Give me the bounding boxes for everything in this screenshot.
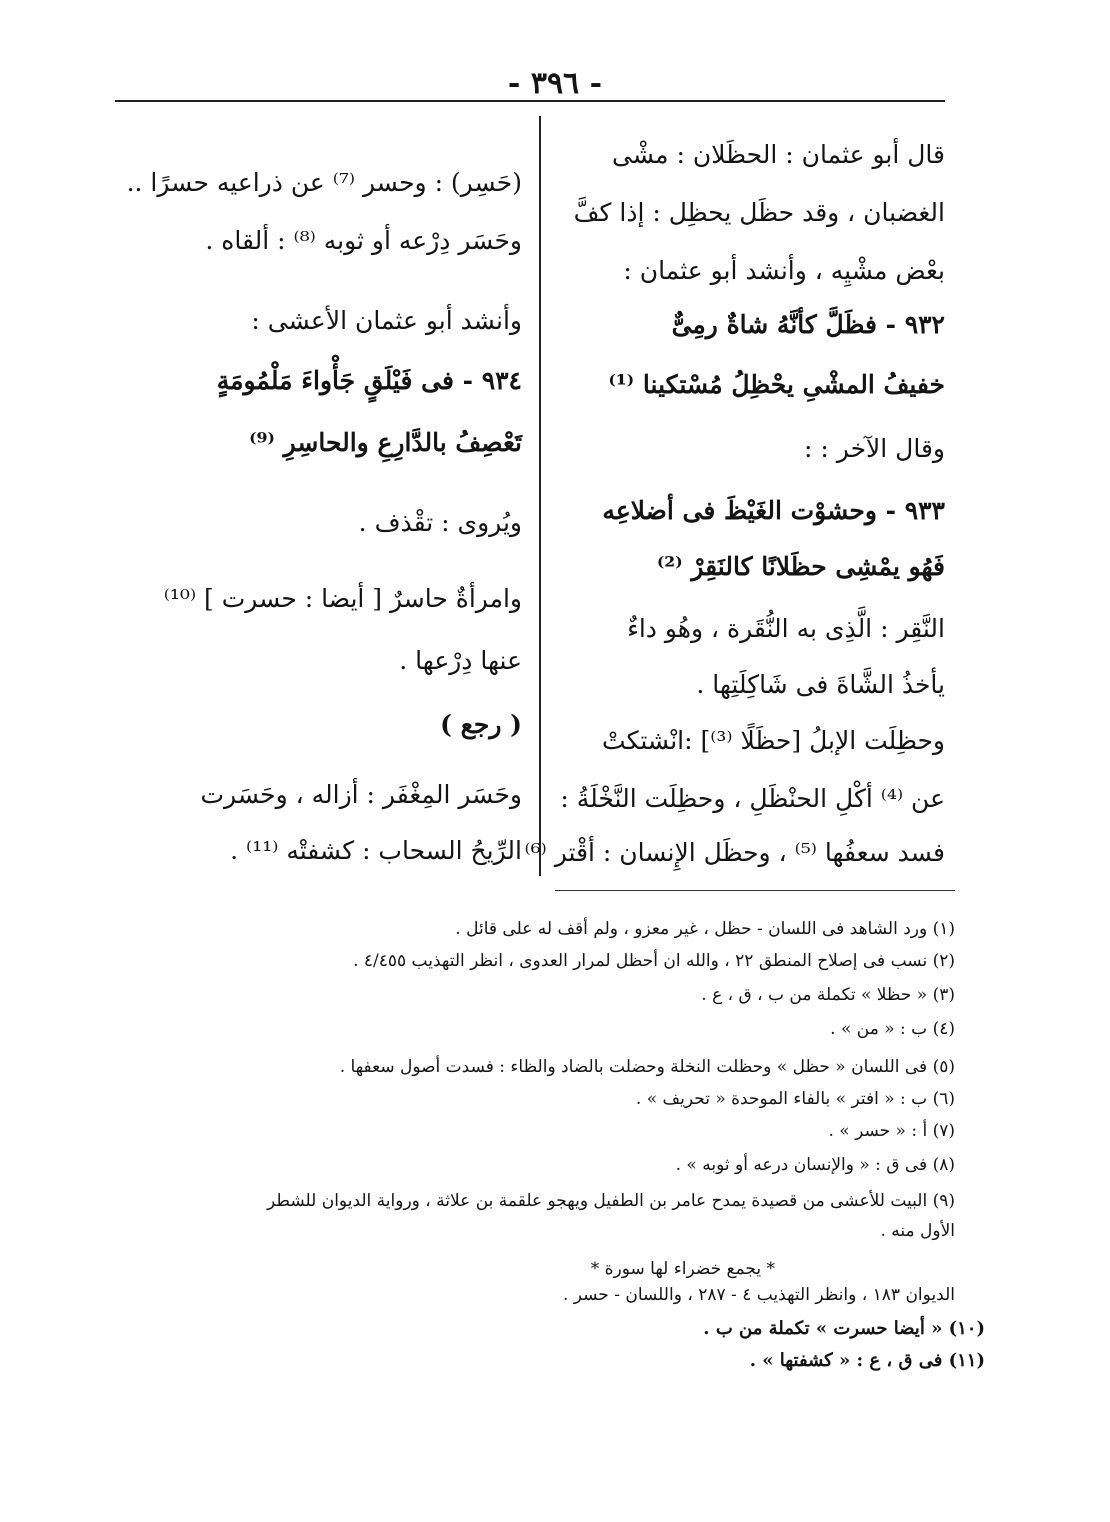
footnote: (٦) ب : « افتر » بالفاء الموحدة « تحريف » . (635, 1089, 955, 1109)
footnote-verse: * يجمع خضراء لها سورة * (590, 1259, 775, 1279)
top-rule (115, 100, 945, 102)
page-number: - ٣٩٦ - (507, 66, 603, 101)
text-line: وأنشد أبو عثمان الأعشى : (251, 306, 522, 335)
footnote: (٢) نسب فى إصلاح المنطق ٢٢ ، والله ان أحظل لمرار العدوى ، انظر التهذيب ٤/٤٥٥ . (353, 951, 955, 971)
verse-line: ٩٣٢ - فظَلَّ كأنَّهُ شاةٌ رمِىٌّ (671, 310, 945, 339)
text-line: عنها دِرْعها . (399, 646, 522, 675)
text-line: الرِّيحُ السحاب : كشفتْه ⁽¹¹⁾ . (230, 836, 522, 865)
verse-line: فَهُو يمْشِى حظَلانًا كالنَقِرْ ⁽²⁾ (656, 552, 945, 581)
text-line: فسد سعفُها ⁽⁵⁾ ، وحظَل الإِنسان : أقْتر ⁽⁶⁾ (524, 838, 945, 867)
verse-line: ٩٣٣ - وحشوْت الغَيْظَ فى أضلاعِه (602, 496, 945, 525)
column-divider (539, 116, 541, 876)
footnote: (١٠) « أيضا حسرت » تكملة من ب . (703, 1318, 985, 1339)
text-line: يأخذُ الشَّاةَ فى شَاكِلَتِها . (696, 670, 945, 699)
text-line: الغضبان ، وقد حظَل يحظِل : إذا كفَّ (573, 198, 945, 227)
verse-line: ٩٣٤ - فى فَيْلَقٍ جَأْواءَ مَلْمُومَةٍ (216, 366, 522, 395)
footnote: (٥) فى اللسان « حظل » وحظلت النخلة وحضلت بالضاد والظاء : فسدت أصول سعفها . (339, 1057, 955, 1077)
text-line: وحَسَر دِرْعه أو ثوبه ⁽⁸⁾ : ألقاه . (205, 226, 522, 255)
text-line: عن ⁽⁴⁾ أكْلِ الحنْظَلِ ، وحظِلَت النَّخْلَةُ : (560, 784, 945, 813)
text-line: بعْض مشْيِه ، وأنشد أبو عثمان : (623, 256, 945, 285)
verse-line: خفيفُ المشْىِ يحْظِلُ مُسْتكينا ⁽¹⁾ (608, 370, 945, 399)
footnote: (٤) ب : « من » . (830, 1019, 955, 1039)
section-heading: ( رجع ) (440, 710, 522, 739)
text-line: وحظِلَت الإبلُ [حظَلًا ⁽³⁾] :انْشتكتْ (602, 726, 945, 755)
text-line: وحَسَر المِغْفَر : أزاله ، وحَسَرت (200, 780, 522, 809)
text-line: النَّقِر : الَّذِى به النُّقَرة ، وهُو داءٌ (627, 614, 945, 643)
footnote: (١١) فى ق ، ع : « كشفتها » . (749, 1350, 985, 1371)
text-line: (حَسِر) : وحسر ⁽⁷⁾ عن ذراعيه حسرًا .. (126, 168, 522, 197)
footnote: (٨) فى ق : « والإنسان درعه أو ثوبه » . (675, 1155, 955, 1175)
footnote: (٩) البيت للأعشى من قصيدة يمدح عامر بن الطفيل ويهجو علقمة بن علاثة ، ورواية الديوان للشطر (267, 1191, 955, 1211)
footnote: الديوان ١٨٣ ، وانظر التهذيب ٤ - ٢٨٧ ، واللسان - حسر . (562, 1285, 955, 1305)
text-line: قال أبو عثمان : الحظَلان : مشْى (612, 140, 945, 169)
footnote: (٣) « حظلا » تكملة من ب ، ق ، ع . (701, 985, 955, 1005)
footnote-rule (555, 890, 955, 891)
text-line: وقال الآخر : : (804, 434, 945, 463)
footnote: الأول منه . (880, 1221, 955, 1241)
text-line: وامرأةٌ حاسرٌ [ أيضا : حسرت ] ⁽¹⁰⁾ (163, 584, 522, 613)
verse-line: تَعْصِفُ بالدَّارِعِ والحاسِرِ ⁽⁹⁾ (249, 428, 522, 457)
text-line: ويُروى : تقْذف . (358, 508, 522, 537)
footnote: (١) ورد الشاهد فى اللسان - حظل ، غير معزو ، ولم أقف له على قائل . (455, 919, 955, 939)
footnote: (٧) أ : « حسر » . (828, 1121, 955, 1141)
